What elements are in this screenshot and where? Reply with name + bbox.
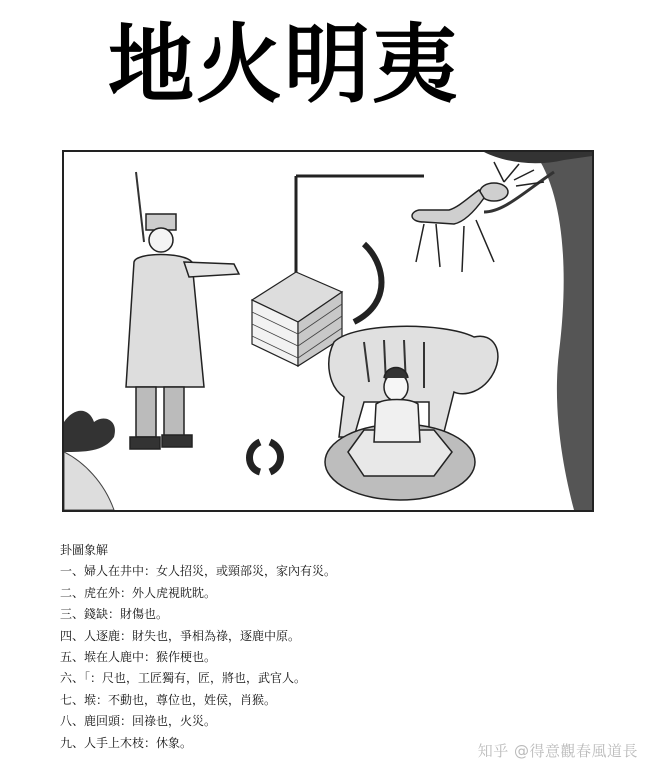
legend-item: 七、堠：不動也，尊位也，姓侯，肖猴。 (60, 692, 277, 707)
legend-list (60, 561, 530, 754)
hexagram-illustration (62, 150, 594, 512)
legend-item: 六、「：尺也，工匠獨有，匠，將也，武官人。 (60, 671, 307, 686)
legend-item: 五、堠在人鹿中：猴作梗也。 (60, 650, 217, 665)
tree (484, 152, 592, 510)
watermark: 知乎 @得意觀春風道長 (477, 742, 638, 760)
bush (64, 411, 115, 510)
legend-item: 九、人手上木枝：休象。 (60, 735, 193, 750)
legend-item: 四、人逐鹿：財失也，爭相為祿，逐鹿中原。 (60, 628, 301, 643)
broken-coin (250, 442, 281, 472)
legend-item: 八、鹿回頭：回祿也，火災。 (60, 714, 217, 729)
official-figure (126, 172, 239, 449)
deer (412, 162, 544, 272)
legend-heading: 卦圖象解 (60, 543, 109, 557)
legend-item: 一、婦人在井中：女人招災，或頸部災，家內有災。 (60, 564, 337, 579)
legend-item: 二、虎在外：外人虎視眈眈。 (60, 585, 217, 600)
legend (60, 540, 530, 754)
legend-item: 三、錢缺：財傷也。 (60, 607, 169, 622)
page-title: 地火明夷 (108, 15, 460, 115)
